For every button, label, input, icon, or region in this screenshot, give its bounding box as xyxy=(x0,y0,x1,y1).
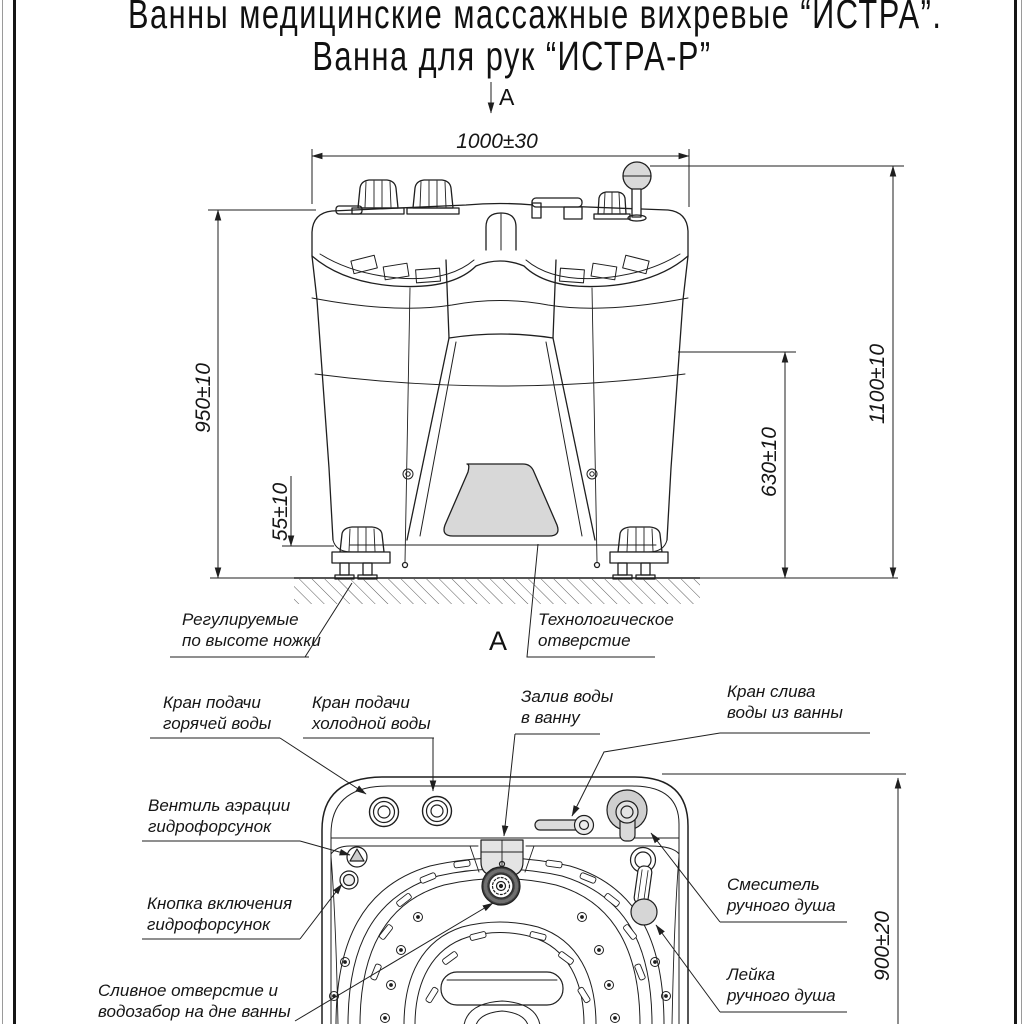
drain-intake xyxy=(482,867,520,905)
front-view-bath xyxy=(312,162,688,579)
ground-line xyxy=(210,578,898,604)
drain-lever xyxy=(535,816,594,835)
drawing-title-line1: Ванны медицинские массажные вихревые “ИСТРА”. xyxy=(128,0,943,37)
callout-water-fill xyxy=(521,686,613,728)
drawing-title-line2: Ванна для рук “ИСТРА-Р” xyxy=(312,33,712,79)
callout-text: Сливное отверстие и xyxy=(98,981,278,1000)
callout-text: Технологическое xyxy=(538,610,674,629)
callout-hot-water-tap xyxy=(163,692,271,734)
section-marker-a: А xyxy=(499,84,515,110)
callout-text: Кран подачи xyxy=(163,693,261,712)
callout-text: в ванну xyxy=(521,708,580,727)
callout-aeration-valve xyxy=(148,795,290,837)
dimension-width-top: 1000±30 xyxy=(456,130,538,153)
dimension-feet-height: 55±10 xyxy=(269,482,292,542)
top-view-bath xyxy=(322,777,688,1024)
callout-adjustable-legs xyxy=(182,609,321,651)
callout-jets-button xyxy=(147,893,292,935)
dimension-depth: 900±20 xyxy=(871,911,894,981)
callout-text: горячей воды xyxy=(163,714,272,733)
callout-drain-tap xyxy=(727,681,843,723)
aeration-valve xyxy=(347,847,367,867)
callout-cold-water-tap xyxy=(312,692,431,734)
callout-text: ручного душа xyxy=(727,896,836,915)
callout-text: Кран подачи xyxy=(312,693,410,712)
callout-text: Лейка xyxy=(727,965,776,984)
callout-drain-hole xyxy=(98,980,291,1022)
hot-water-knob-top xyxy=(370,798,399,827)
callout-text: ручного душа xyxy=(727,986,836,1005)
callout-text: Кнопка включения xyxy=(147,894,293,913)
callout-text: Вентиль аэрации xyxy=(148,796,291,815)
callout-text: Смеситель xyxy=(727,875,820,894)
callout-text: воды из ванны xyxy=(727,703,843,722)
callout-text: отверстие xyxy=(538,631,631,650)
adjustable-foot-left xyxy=(332,527,390,579)
callout-text: водозабор на дне ванны xyxy=(98,1002,291,1021)
callout-text: холодной воды xyxy=(312,714,431,733)
callout-text: Регулируемые xyxy=(182,610,299,629)
hand-rest-bar xyxy=(441,972,563,1005)
callout-text: Залив воды xyxy=(521,687,614,706)
jets-start-button xyxy=(340,871,358,889)
view-label-a: А xyxy=(489,626,508,656)
shower-mixer-top xyxy=(607,790,647,841)
cold-water-knob-top xyxy=(423,797,452,826)
front-dimension-lines xyxy=(208,82,904,578)
dimension-height-body: 950±10 xyxy=(192,363,215,433)
callout-shower-mixer xyxy=(727,874,836,916)
technological-opening xyxy=(444,464,558,536)
dimension-height-total: 1100±10 xyxy=(866,343,889,425)
callout-text: гидрофорсунок xyxy=(147,915,271,934)
dimension-opening-height: 630±10 xyxy=(758,427,781,497)
callout-text: гидрофорсунок xyxy=(148,817,272,836)
callout-tech-opening xyxy=(538,609,674,651)
fill-dome-front xyxy=(486,213,516,250)
adjustable-foot-right xyxy=(610,527,668,579)
callout-text: Кран слива xyxy=(727,682,816,701)
shower-head-top xyxy=(631,848,658,926)
callout-shower-head xyxy=(727,964,836,1006)
callout-text: по высоте ножки xyxy=(182,631,321,650)
